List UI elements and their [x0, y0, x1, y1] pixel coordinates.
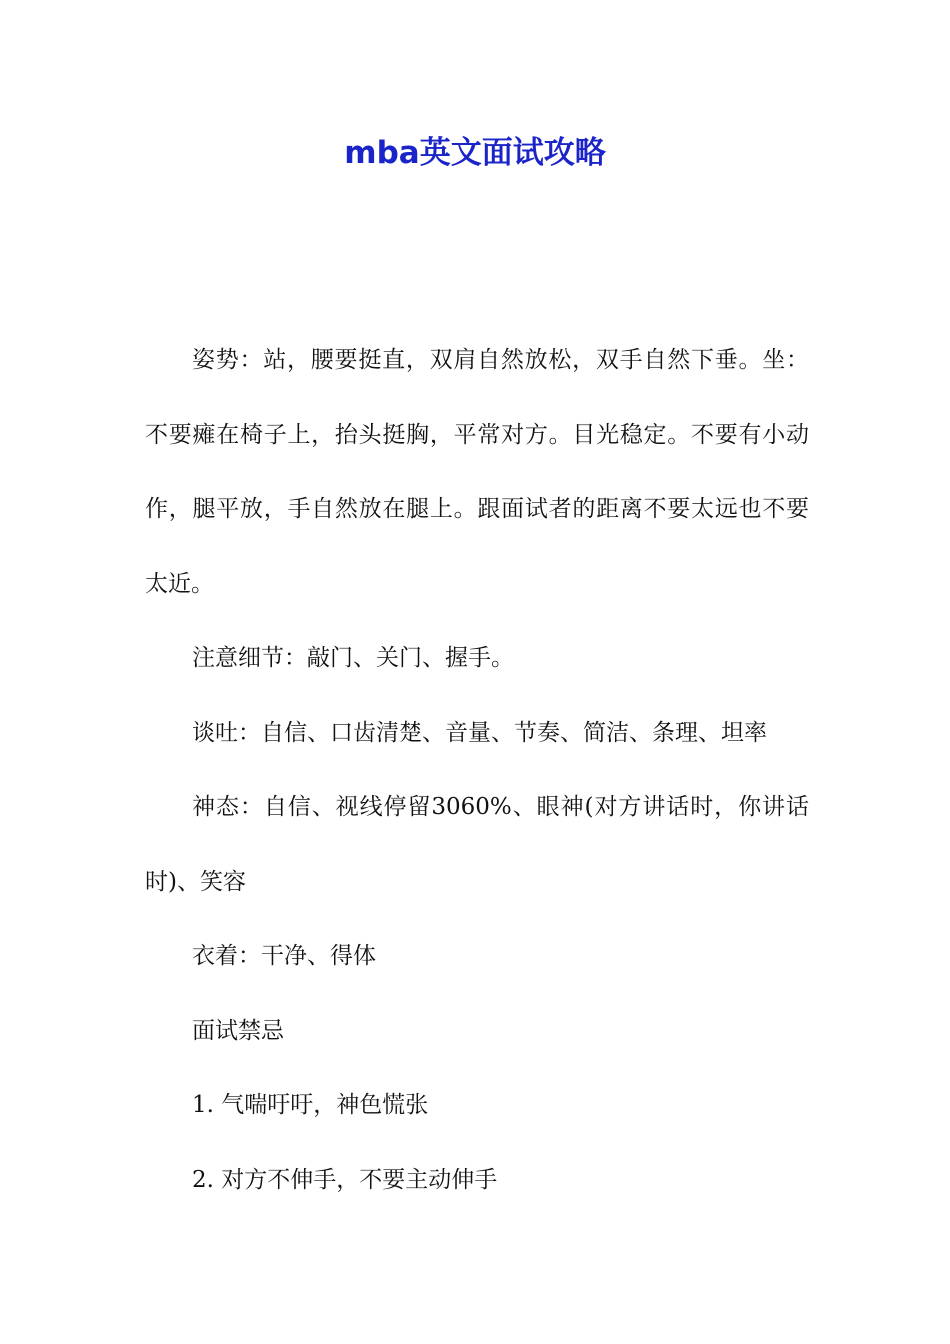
paragraph-speech: 谈吐：自信、口齿清楚、音量、节奏、简洁、条理、坦率: [192, 719, 767, 746]
paragraph-attire: 衣着：干净、得体: [192, 943, 376, 969]
document-body: [145, 323, 809, 1217]
list-item-2: 2. 对方不伸手，不要主动伸手: [192, 1166, 498, 1193]
paragraph-posture: 姿势：站，腰要挺直，双肩自然放松，双手自然下垂。坐：不要瘫在椅子上，抬头挺胸，平常对方。目光稳定。不要有小动作，腿平放，手自然放在腿上。跟面试者的距离不要太远也不要太近。: [145, 347, 809, 597]
paragraph-taboos-heading: 面试禁忌: [192, 1017, 284, 1044]
list-item-1: 1. 气喘吁吁，神色慌张: [192, 1092, 429, 1118]
paragraph-demeanor: 神态：自信、视线停留3060%、眼神(对方讲话时，你讲话时)、笑容: [145, 794, 809, 895]
paragraph-details: 注意细节：敲门、关门、握手。: [192, 645, 514, 671]
document-title: mba英文面试攻略: [344, 135, 606, 171]
